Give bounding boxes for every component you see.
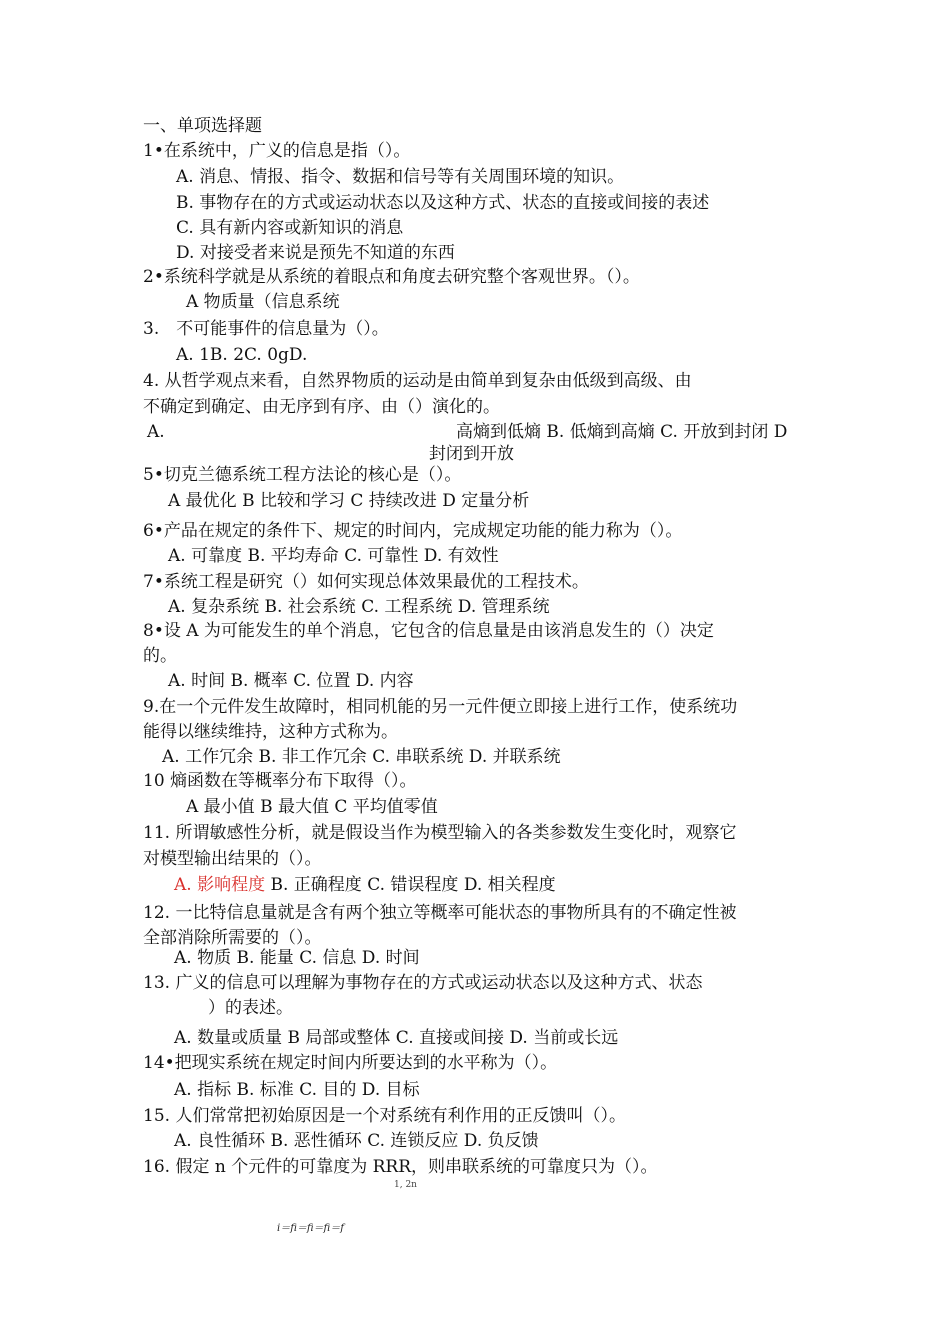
question-9-stem-line1: 9.在一个元件发生故障时，相同机能的另一元件便立即接上进行工作，使系统功 [143,697,738,717]
question-8-stem-line1: 8•设 A 为可能发生的单个消息，它包含的信息量是由该消息发生的（）决定 [143,621,714,641]
question-1-option-b: B. 事物存在的方式或运动状态以及这种方式、状态的直接或间接的表述 [176,193,710,213]
question-1-option-a: A. 消息、情报、指令、数据和信号等有关周围环境的知识。 [176,167,625,187]
question-15-options: A. 良性循环 B. 恶性循环 C. 连锁反应 D. 负反馈 [174,1131,539,1151]
question-13-stem-line1: 13. 广义的信息可以理解为事物存在的方式或运动状态以及这种方式、状态 [143,973,703,993]
question-3-options: A. 1B. 2C. 0gD. [176,345,308,365]
question-9-options: A. 工作冗余 B. 非工作冗余 C. 串联系统 D. 并联系统 [162,747,561,767]
question-7-options: A. 复杂系统 B. 社会系统 C. 工程系统 D. 管理系统 [168,597,550,617]
question-4-options-line1: 高熵到低熵 B. 低熵到高熵 C. 开放到封闭 D [456,422,788,442]
question-11-options [174,874,556,896]
question-6-options: A. 可靠度 B. 平均寿命 C. 可靠性 D. 有效性 [168,546,499,566]
question-9-stem-line2: 能得以继续维持，这种方式称为。 [143,722,398,742]
question-10-stem: 10 熵函数在等概率分布下取得（）。 [143,771,417,791]
question-2-options: A 物质量（信息系统 [186,292,340,312]
question-10-options: A 最小值 B 最大值 C 平均值零值 [186,797,438,817]
question-2-stem: 2•系统科学就是从系统的着眼点和角度去研究整个客观世界。（）。 [143,267,640,287]
question-3-stem: 3. 不可能事件的信息量为（）。 [143,319,389,339]
question-1-option-c: C. 具有新内容或新知识的消息 [176,218,404,238]
question-16-stem: 16. 假定 n 个元件的可靠度为 RRR，则串联系统的可靠度只为（）。 [143,1157,658,1177]
question-13-stem-line2: ）的表述。 [208,998,293,1018]
question-8-options: A. 时间 B. 概率 C. 位置 D. 内容 [168,671,414,691]
question-5-stem: 5•切克兰德系统工程方法论的核心是（）。 [143,465,462,485]
question-11-answer: A. 影响程度 [174,875,266,895]
question-14-stem: 14•把现实系统在规定时间内所要达到的水平称为（）。 [143,1053,558,1073]
question-1-stem: 1•在系统中，广义的信息是指（）。 [143,141,411,161]
question-12-options: A. 物质 B. 能量 C. 信息 D. 时间 [174,948,420,968]
question-16-subscript: 1, 2n [394,1180,417,1190]
question-4-stem-line2: 不确定到确定、由无序到有序、由（）演化的。 [143,397,500,417]
question-12-stem-line2: 全部消除所需要的（）。 [143,928,322,948]
question-5-options: A 最优化 B 比较和学习 C 持续改进 D 定量分析 [168,491,530,511]
question-11-options-rest: B. 正确程度 C. 错误程度 D. 相关程度 [265,875,556,895]
question-4-options-line2: 封闭到开放 [429,444,514,464]
question-7-stem: 7•系统工程是研究（）如何实现总体效果最优的工程技术。 [143,572,589,592]
question-13-options: A. 数量或质量 B 局部或整体 C. 直接或间接 D. 当前或长远 [174,1028,619,1048]
question-16-formula: i＝fi＝fi＝fi＝f [277,1223,344,1234]
question-1-option-d: D. 对接受者来说是预先不知道的东西 [176,243,455,263]
question-6-stem: 6•产品在规定的条件下、规定的时间内，完成规定功能的能力称为（）。 [143,521,683,541]
question-4-stem-line1: 4. 从哲学观点来看，自然界物质的运动是由简单到复杂由低级到高级、由 [143,371,692,391]
section-title: 一、单项选择题 [143,116,262,136]
question-8-stem-line2: 的。 [143,646,177,666]
question-11-stem-line2: 对模型输出结果的（）。 [143,849,322,869]
question-12-stem-line1: 12. 一比特信息量就是含有两个独立等概率可能状态的事物所具有的不确定性被 [143,903,737,923]
question-11-stem-line1: 11. 所谓敏感性分析，就是假设当作为模型输入的各类参数发生变化时，观察它 [143,823,737,843]
question-15-stem: 15. 人们常常把初始原因是一个对系统有利作用的正反馈叫（）。 [143,1106,626,1126]
question-4-option-label: A. [147,422,165,442]
question-14-options: A. 指标 B. 标准 C. 目的 D. 目标 [174,1080,420,1100]
